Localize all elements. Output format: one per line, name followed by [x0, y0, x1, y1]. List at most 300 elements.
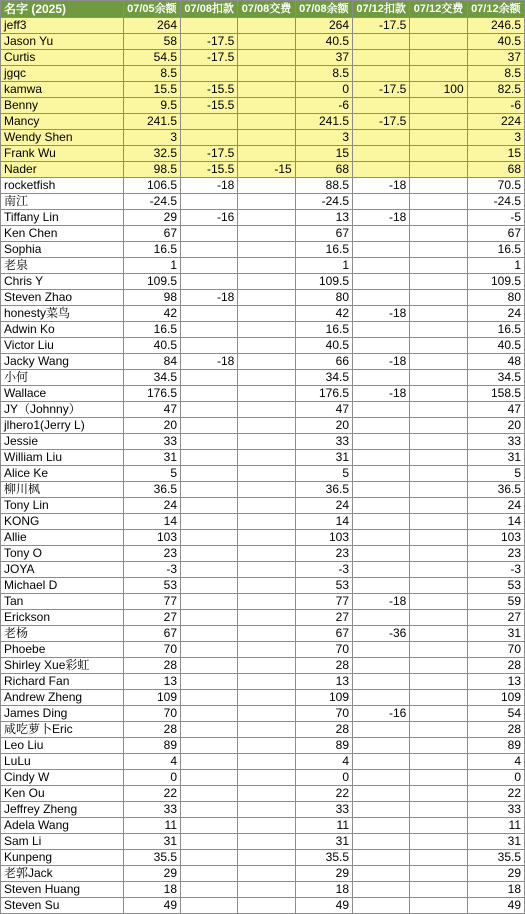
cell-name[interactable]: Victor Liu: [1, 338, 124, 354]
cell-0712-deduction[interactable]: [353, 482, 410, 498]
cell-0705-balance[interactable]: 16.5: [123, 322, 180, 338]
cell-0712-balance[interactable]: 33: [467, 802, 524, 818]
cell-name[interactable]: 小何: [1, 370, 124, 386]
cell-0708-balance[interactable]: 13: [295, 210, 352, 226]
cell-0708-balance[interactable]: 15: [295, 146, 352, 162]
cell-name[interactable]: Jessie: [1, 434, 124, 450]
cell-0708-deduction[interactable]: -15.5: [181, 98, 238, 114]
cell-name[interactable]: Adwin Ko: [1, 322, 124, 338]
cell-0712-payment[interactable]: [410, 34, 467, 50]
cell-name[interactable]: Jeffrey Zheng: [1, 802, 124, 818]
cell-0708-balance[interactable]: 88.5: [295, 178, 352, 194]
cell-0708-balance[interactable]: 70: [295, 706, 352, 722]
cell-name[interactable]: Kunpeng: [1, 850, 124, 866]
cell-0708-balance[interactable]: 11: [295, 818, 352, 834]
cell-0712-payment[interactable]: [410, 274, 467, 290]
cell-0708-balance[interactable]: 28: [295, 722, 352, 738]
cell-0712-deduction[interactable]: [353, 866, 410, 882]
cell-0708-payment[interactable]: [238, 594, 295, 610]
cell-0708-payment[interactable]: [238, 338, 295, 354]
cell-0712-deduction[interactable]: [353, 258, 410, 274]
cell-0708-deduction[interactable]: [181, 770, 238, 786]
cell-0712-deduction[interactable]: [353, 834, 410, 850]
cell-name[interactable]: 柳川枫: [1, 482, 124, 498]
cell-0705-balance[interactable]: 40.5: [123, 338, 180, 354]
cell-0708-payment[interactable]: [238, 290, 295, 306]
cell-0708-balance[interactable]: 40.5: [295, 338, 352, 354]
cell-0705-balance[interactable]: 109.5: [123, 274, 180, 290]
cell-name[interactable]: Jacky Wang: [1, 354, 124, 370]
cell-0708-payment[interactable]: [238, 626, 295, 642]
cell-0712-deduction[interactable]: [353, 562, 410, 578]
cell-0712-balance[interactable]: 89: [467, 738, 524, 754]
cell-0708-payment[interactable]: [238, 866, 295, 882]
cell-0712-payment[interactable]: [410, 866, 467, 882]
header-name[interactable]: 名字 (2025): [1, 1, 124, 18]
cell-0712-payment[interactable]: [410, 114, 467, 130]
cell-0712-payment[interactable]: [410, 626, 467, 642]
cell-0712-balance[interactable]: 68: [467, 162, 524, 178]
cell-0708-balance[interactable]: 42: [295, 306, 352, 322]
cell-0708-balance[interactable]: 0: [295, 770, 352, 786]
cell-0708-balance[interactable]: 5: [295, 466, 352, 482]
cell-0708-deduction[interactable]: [181, 594, 238, 610]
cell-0712-deduction[interactable]: [353, 50, 410, 66]
cell-0708-payment[interactable]: [238, 690, 295, 706]
cell-name[interactable]: James Ding: [1, 706, 124, 722]
cell-0708-deduction[interactable]: [181, 242, 238, 258]
cell-name[interactable]: Curtis: [1, 50, 124, 66]
cell-0708-deduction[interactable]: [181, 626, 238, 642]
cell-0708-deduction[interactable]: -17.5: [181, 34, 238, 50]
cell-0708-deduction[interactable]: [181, 418, 238, 434]
cell-0705-balance[interactable]: 23: [123, 546, 180, 562]
cell-0712-deduction[interactable]: [353, 882, 410, 898]
cell-0705-balance[interactable]: 35.5: [123, 850, 180, 866]
cell-0705-balance[interactable]: 18: [123, 882, 180, 898]
cell-0708-balance[interactable]: 40.5: [295, 34, 352, 50]
cell-0712-payment[interactable]: [410, 834, 467, 850]
header-0708-balance[interactable]: 07/08余额: [295, 1, 352, 18]
cell-0712-balance[interactable]: 31: [467, 834, 524, 850]
cell-0712-deduction[interactable]: [353, 450, 410, 466]
cell-0708-payment[interactable]: [238, 658, 295, 674]
cell-0708-deduction[interactable]: -17.5: [181, 146, 238, 162]
cell-0712-balance[interactable]: 59: [467, 594, 524, 610]
cell-0712-deduction[interactable]: [353, 242, 410, 258]
cell-0708-deduction[interactable]: [181, 322, 238, 338]
cell-0712-deduction[interactable]: [353, 418, 410, 434]
cell-0712-balance[interactable]: 47: [467, 402, 524, 418]
cell-name[interactable]: Allie: [1, 530, 124, 546]
cell-0712-payment[interactable]: [410, 690, 467, 706]
cell-0712-deduction[interactable]: [353, 402, 410, 418]
cell-0708-deduction[interactable]: [181, 866, 238, 882]
cell-0708-balance[interactable]: 176.5: [295, 386, 352, 402]
cell-0705-balance[interactable]: 98.5: [123, 162, 180, 178]
cell-0712-balance[interactable]: 48: [467, 354, 524, 370]
cell-0712-deduction[interactable]: [353, 162, 410, 178]
cell-0712-payment[interactable]: [410, 402, 467, 418]
cell-0712-balance[interactable]: 14: [467, 514, 524, 530]
cell-0705-balance[interactable]: 33: [123, 802, 180, 818]
cell-0705-balance[interactable]: 15.5: [123, 82, 180, 98]
cell-0705-balance[interactable]: 28: [123, 722, 180, 738]
cell-name[interactable]: Steven Zhao: [1, 290, 124, 306]
cell-0712-deduction[interactable]: -18: [353, 386, 410, 402]
cell-0712-deduction[interactable]: [353, 130, 410, 146]
cell-0708-balance[interactable]: 89: [295, 738, 352, 754]
cell-0712-deduction[interactable]: [353, 498, 410, 514]
cell-0712-payment[interactable]: [410, 578, 467, 594]
cell-name[interactable]: Michael D: [1, 578, 124, 594]
cell-0708-deduction[interactable]: [181, 834, 238, 850]
cell-0708-deduction[interactable]: -16: [181, 210, 238, 226]
cell-0708-payment[interactable]: [238, 306, 295, 322]
cell-0712-balance[interactable]: 33: [467, 434, 524, 450]
cell-name[interactable]: Wendy Shen: [1, 130, 124, 146]
cell-0708-deduction[interactable]: -18: [181, 354, 238, 370]
cell-name[interactable]: Steven Su: [1, 898, 124, 914]
cell-0705-balance[interactable]: 3: [123, 130, 180, 146]
cell-0712-payment[interactable]: [410, 850, 467, 866]
cell-name[interactable]: Steven Huang: [1, 882, 124, 898]
cell-0705-balance[interactable]: 32.5: [123, 146, 180, 162]
cell-0712-payment[interactable]: [410, 290, 467, 306]
cell-0712-payment[interactable]: [410, 306, 467, 322]
cell-0712-deduction[interactable]: -16: [353, 706, 410, 722]
cell-0712-balance[interactable]: 11: [467, 818, 524, 834]
cell-0712-balance[interactable]: 49: [467, 898, 524, 914]
cell-0708-balance[interactable]: 67: [295, 626, 352, 642]
cell-0708-payment[interactable]: [238, 674, 295, 690]
cell-0712-balance[interactable]: 18: [467, 882, 524, 898]
cell-0708-balance[interactable]: 22: [295, 786, 352, 802]
cell-0712-balance[interactable]: 8.5: [467, 66, 524, 82]
cell-name[interactable]: jgqc: [1, 66, 124, 82]
cell-0708-deduction[interactable]: [181, 306, 238, 322]
cell-0712-deduction[interactable]: -18: [353, 178, 410, 194]
cell-0712-balance[interactable]: 16.5: [467, 322, 524, 338]
cell-0708-payment[interactable]: [238, 402, 295, 418]
cell-0708-balance[interactable]: 77: [295, 594, 352, 610]
cell-0708-balance[interactable]: -6: [295, 98, 352, 114]
cell-name[interactable]: Tan: [1, 594, 124, 610]
cell-0712-balance[interactable]: 109.5: [467, 274, 524, 290]
cell-0705-balance[interactable]: 53: [123, 578, 180, 594]
cell-0712-balance[interactable]: 36.5: [467, 482, 524, 498]
cell-0708-deduction[interactable]: [181, 18, 238, 34]
cell-0708-payment[interactable]: [238, 274, 295, 290]
cell-0708-deduction[interactable]: [181, 386, 238, 402]
cell-0708-deduction[interactable]: [181, 882, 238, 898]
cell-0708-deduction[interactable]: [181, 402, 238, 418]
cell-0712-deduction[interactable]: [353, 338, 410, 354]
cell-0708-deduction[interactable]: [181, 690, 238, 706]
cell-0708-payment[interactable]: [238, 818, 295, 834]
cell-0708-payment[interactable]: [238, 482, 295, 498]
cell-0712-deduction[interactable]: [353, 226, 410, 242]
cell-0712-balance[interactable]: 28: [467, 658, 524, 674]
cell-0712-balance[interactable]: 28: [467, 722, 524, 738]
cell-0708-balance[interactable]: 35.5: [295, 850, 352, 866]
cell-0705-balance[interactable]: 67: [123, 626, 180, 642]
cell-0708-deduction[interactable]: [181, 226, 238, 242]
cell-0705-balance[interactable]: 84: [123, 354, 180, 370]
cell-0712-balance[interactable]: 158.5: [467, 386, 524, 402]
cell-0712-payment[interactable]: [410, 786, 467, 802]
cell-name[interactable]: Erickson: [1, 610, 124, 626]
cell-0708-deduction[interactable]: [181, 450, 238, 466]
cell-0708-payment[interactable]: [238, 722, 295, 738]
cell-0708-balance[interactable]: 67: [295, 226, 352, 242]
cell-0708-payment[interactable]: [238, 50, 295, 66]
cell-0712-payment[interactable]: [410, 802, 467, 818]
cell-0712-balance[interactable]: 37: [467, 50, 524, 66]
cell-0705-balance[interactable]: 106.5: [123, 178, 180, 194]
cell-0712-balance[interactable]: 82.5: [467, 82, 524, 98]
cell-0708-balance[interactable]: 8.5: [295, 66, 352, 82]
cell-0708-deduction[interactable]: [181, 338, 238, 354]
cell-name[interactable]: Richard Fan: [1, 674, 124, 690]
cell-0705-balance[interactable]: 77: [123, 594, 180, 610]
cell-0712-payment[interactable]: [410, 706, 467, 722]
cell-0705-balance[interactable]: 70: [123, 706, 180, 722]
cell-0712-payment[interactable]: [410, 594, 467, 610]
cell-name[interactable]: KONG: [1, 514, 124, 530]
cell-0708-payment[interactable]: [238, 754, 295, 770]
cell-0712-payment[interactable]: [410, 178, 467, 194]
cell-0712-balance[interactable]: 53: [467, 578, 524, 594]
cell-0712-payment[interactable]: [410, 610, 467, 626]
cell-0708-balance[interactable]: 23: [295, 546, 352, 562]
cell-0712-balance[interactable]: 70: [467, 642, 524, 658]
cell-0708-payment[interactable]: [238, 514, 295, 530]
cell-0708-payment[interactable]: [238, 258, 295, 274]
cell-0712-balance[interactable]: 1: [467, 258, 524, 274]
cell-name[interactable]: Chris Y: [1, 274, 124, 290]
cell-0712-balance[interactable]: 13: [467, 674, 524, 690]
cell-0712-deduction[interactable]: [353, 722, 410, 738]
cell-0708-payment[interactable]: [238, 242, 295, 258]
cell-0712-payment[interactable]: [410, 818, 467, 834]
cell-0712-deduction[interactable]: -17.5: [353, 18, 410, 34]
cell-0708-balance[interactable]: 33: [295, 434, 352, 450]
cell-0712-balance[interactable]: 22: [467, 786, 524, 802]
cell-0712-balance[interactable]: 103: [467, 530, 524, 546]
cell-name[interactable]: jlhero1(Jerry L): [1, 418, 124, 434]
cell-0712-balance[interactable]: 0: [467, 770, 524, 786]
cell-name[interactable]: William Liu: [1, 450, 124, 466]
cell-0708-deduction[interactable]: [181, 514, 238, 530]
cell-0708-payment[interactable]: [238, 18, 295, 34]
cell-0712-deduction[interactable]: [353, 642, 410, 658]
cell-0712-deduction[interactable]: [353, 514, 410, 530]
cell-name[interactable]: honesty菜鸟: [1, 306, 124, 322]
cell-0708-deduction[interactable]: [181, 786, 238, 802]
cell-0712-payment[interactable]: [410, 498, 467, 514]
cell-0712-balance[interactable]: 3: [467, 130, 524, 146]
cell-0712-balance[interactable]: 31: [467, 626, 524, 642]
cell-0712-deduction[interactable]: [353, 434, 410, 450]
header-0705-balance[interactable]: 07/05余额: [123, 1, 180, 18]
cell-0712-payment[interactable]: [410, 210, 467, 226]
cell-0708-balance[interactable]: 20: [295, 418, 352, 434]
cell-0712-deduction[interactable]: [353, 146, 410, 162]
cell-0705-balance[interactable]: 58: [123, 34, 180, 50]
cell-0708-payment[interactable]: [238, 882, 295, 898]
cell-0708-deduction[interactable]: [181, 658, 238, 674]
cell-0712-payment[interactable]: [410, 242, 467, 258]
cell-0708-balance[interactable]: 18: [295, 882, 352, 898]
cell-name[interactable]: Tiffany Lin: [1, 210, 124, 226]
cell-name[interactable]: JOYA: [1, 562, 124, 578]
cell-0712-balance[interactable]: 80: [467, 290, 524, 306]
cell-0712-balance[interactable]: 54: [467, 706, 524, 722]
cell-0712-deduction[interactable]: -17.5: [353, 82, 410, 98]
cell-0705-balance[interactable]: 241.5: [123, 114, 180, 130]
cell-0708-deduction[interactable]: [181, 258, 238, 274]
cell-0712-payment[interactable]: [410, 530, 467, 546]
cell-0712-payment[interactable]: [410, 322, 467, 338]
cell-0705-balance[interactable]: 20: [123, 418, 180, 434]
cell-0712-balance[interactable]: -6: [467, 98, 524, 114]
cell-0708-payment[interactable]: [238, 834, 295, 850]
cell-0708-payment[interactable]: [238, 498, 295, 514]
header-0708-deduction[interactable]: 07/08扣款: [181, 1, 238, 18]
cell-0708-deduction[interactable]: [181, 818, 238, 834]
cell-0708-deduction[interactable]: [181, 850, 238, 866]
cell-0708-payment[interactable]: [238, 130, 295, 146]
cell-0705-balance[interactable]: 11: [123, 818, 180, 834]
cell-0708-payment[interactable]: [238, 322, 295, 338]
cell-0708-deduction[interactable]: [181, 722, 238, 738]
header-0712-balance[interactable]: 07/12余额: [467, 1, 524, 18]
cell-name[interactable]: JY（Johnny）: [1, 402, 124, 418]
cell-0708-deduction[interactable]: [181, 802, 238, 818]
cell-name[interactable]: 老郭Jack: [1, 866, 124, 882]
cell-name[interactable]: 老泉: [1, 258, 124, 274]
cell-0712-deduction[interactable]: [353, 98, 410, 114]
cell-0708-payment[interactable]: [238, 434, 295, 450]
cell-name[interactable]: LuLu: [1, 754, 124, 770]
cell-0708-deduction[interactable]: [181, 642, 238, 658]
cell-name[interactable]: Alice Ke: [1, 466, 124, 482]
cell-0712-balance[interactable]: 246.5: [467, 18, 524, 34]
cell-0712-payment[interactable]: [410, 898, 467, 914]
cell-0708-deduction[interactable]: [181, 434, 238, 450]
cell-0712-deduction[interactable]: -17.5: [353, 114, 410, 130]
cell-0705-balance[interactable]: 4: [123, 754, 180, 770]
cell-0712-deduction[interactable]: [353, 754, 410, 770]
cell-0705-balance[interactable]: 264: [123, 18, 180, 34]
cell-0712-balance[interactable]: 27: [467, 610, 524, 626]
cell-0712-payment[interactable]: [410, 370, 467, 386]
cell-name[interactable]: Mancy: [1, 114, 124, 130]
cell-name[interactable]: Benny: [1, 98, 124, 114]
cell-0712-balance[interactable]: 40.5: [467, 338, 524, 354]
cell-0708-balance[interactable]: 0: [295, 82, 352, 98]
cell-0712-deduction[interactable]: [353, 194, 410, 210]
cell-0708-balance[interactable]: 3: [295, 130, 352, 146]
cell-0705-balance[interactable]: 31: [123, 834, 180, 850]
cell-0712-payment[interactable]: [410, 466, 467, 482]
cell-0712-payment[interactable]: [410, 546, 467, 562]
cell-0712-balance[interactable]: 67: [467, 226, 524, 242]
cell-0712-payment[interactable]: [410, 658, 467, 674]
cell-0712-balance[interactable]: 109: [467, 690, 524, 706]
cell-0708-deduction[interactable]: [181, 194, 238, 210]
cell-0708-balance[interactable]: 241.5: [295, 114, 352, 130]
cell-0712-balance[interactable]: 40.5: [467, 34, 524, 50]
cell-0708-balance[interactable]: 16.5: [295, 322, 352, 338]
cell-0712-payment[interactable]: [410, 722, 467, 738]
cell-0712-payment[interactable]: [410, 98, 467, 114]
cell-0712-deduction[interactable]: [353, 322, 410, 338]
cell-name[interactable]: 老杨: [1, 626, 124, 642]
cell-0708-payment[interactable]: [238, 642, 295, 658]
cell-0708-payment[interactable]: [238, 562, 295, 578]
cell-0712-balance[interactable]: 34.5: [467, 370, 524, 386]
cell-0708-deduction[interactable]: [181, 578, 238, 594]
cell-0705-balance[interactable]: 31: [123, 450, 180, 466]
cell-0705-balance[interactable]: 34.5: [123, 370, 180, 386]
cell-0712-deduction[interactable]: [353, 690, 410, 706]
cell-0712-balance[interactable]: 20: [467, 418, 524, 434]
cell-0712-payment[interactable]: [410, 354, 467, 370]
cell-0708-payment[interactable]: [238, 786, 295, 802]
cell-0712-balance[interactable]: 15: [467, 146, 524, 162]
cell-0712-deduction[interactable]: [353, 290, 410, 306]
cell-0705-balance[interactable]: 29: [123, 210, 180, 226]
cell-0705-balance[interactable]: 176.5: [123, 386, 180, 402]
cell-name[interactable]: Tony O: [1, 546, 124, 562]
cell-0712-deduction[interactable]: [353, 546, 410, 562]
cell-name[interactable]: Wallace: [1, 386, 124, 402]
cell-0705-balance[interactable]: 24: [123, 498, 180, 514]
cell-0705-balance[interactable]: 54.5: [123, 50, 180, 66]
cell-0708-balance[interactable]: 53: [295, 578, 352, 594]
cell-0708-balance[interactable]: 37: [295, 50, 352, 66]
cell-0712-payment[interactable]: [410, 482, 467, 498]
cell-0708-balance[interactable]: 29: [295, 866, 352, 882]
cell-0708-balance[interactable]: 33: [295, 802, 352, 818]
cell-0705-balance[interactable]: 16.5: [123, 242, 180, 258]
cell-0708-payment[interactable]: [238, 706, 295, 722]
cell-0708-deduction[interactable]: [181, 754, 238, 770]
cell-0712-payment[interactable]: [410, 738, 467, 754]
cell-0708-payment[interactable]: [238, 530, 295, 546]
cell-0712-deduction[interactable]: [353, 610, 410, 626]
cell-0708-payment[interactable]: [238, 354, 295, 370]
cell-0708-balance[interactable]: 24: [295, 498, 352, 514]
cell-0708-deduction[interactable]: [181, 370, 238, 386]
cell-0708-deduction[interactable]: [181, 706, 238, 722]
cell-0712-payment[interactable]: [410, 66, 467, 82]
cell-0705-balance[interactable]: 1: [123, 258, 180, 274]
cell-0712-balance[interactable]: 31: [467, 450, 524, 466]
cell-0708-payment[interactable]: [238, 370, 295, 386]
cell-0708-payment[interactable]: [238, 898, 295, 914]
cell-0708-payment[interactable]: [238, 194, 295, 210]
cell-0712-deduction[interactable]: [353, 578, 410, 594]
cell-0712-balance[interactable]: 224: [467, 114, 524, 130]
cell-0712-payment[interactable]: [410, 674, 467, 690]
cell-0705-balance[interactable]: 103: [123, 530, 180, 546]
cell-0708-payment[interactable]: [238, 386, 295, 402]
cell-0712-deduction[interactable]: [353, 850, 410, 866]
cell-0705-balance[interactable]: 8.5: [123, 66, 180, 82]
